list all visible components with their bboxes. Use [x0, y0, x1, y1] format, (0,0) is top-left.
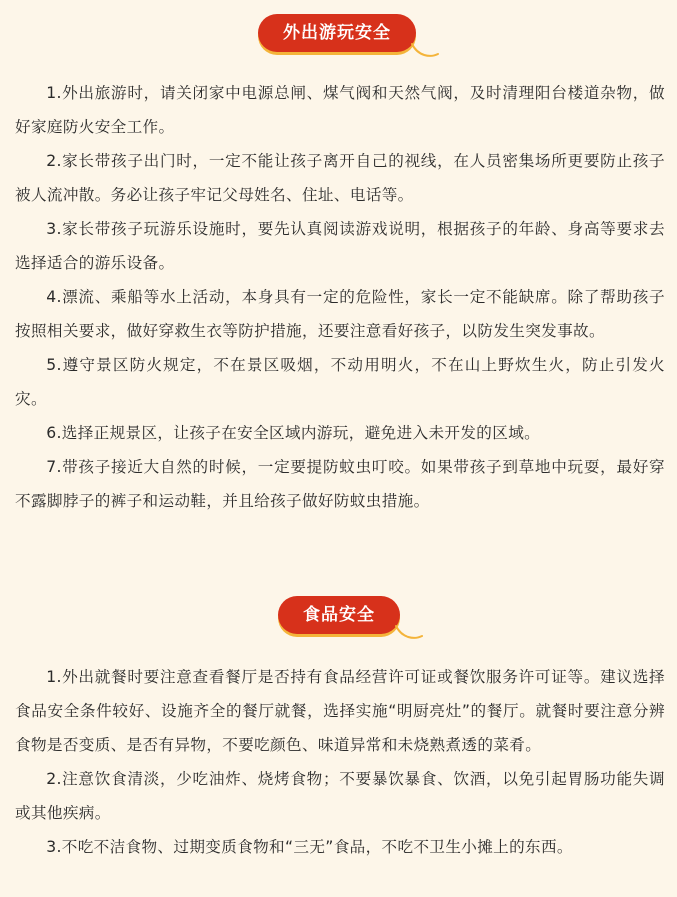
paragraph: 4.漂流、乘船等水上活动，本身具有一定的危险性，家长一定不能缺席。除了帮助孩子按照相关要求，做好穿救生衣等防护措施，还要注意看好孩子，以防发生突发事故。: [15, 288, 665, 340]
paragraph: 2.注意饮食清淡，少吃油炸、烧烤食物；不要暴饮暴食、饮酒，以免引起胃肠功能失调或其他疾病。: [15, 770, 665, 822]
paragraph: 3.家长带孩子玩游乐设施时，要先认真阅读游戏说明，根据孩子的年龄、身高等要求去选择适合的游乐设备。: [15, 220, 665, 272]
swoosh-decoration-icon: [394, 624, 424, 642]
section-header: [0, 588, 677, 642]
section-title-pill: 食品安全: [278, 596, 400, 634]
section-header: [0, 6, 677, 60]
paragraph: 1.外出旅游时，请关闭家中电源总闸、煤气阀和天然气阀，及时清理阳台楼道杂物，做好家庭防火安全工作。: [15, 84, 665, 136]
paragraph: 5.遵守景区防火规定，不在景区吸烟，不动用明火，不在山上野炊生火，防止引发火灾。: [15, 356, 665, 408]
section-body: [15, 76, 665, 518]
section-food-safety: [0, 588, 677, 856]
section-title-pill: 外出游玩安全: [258, 14, 416, 52]
paragraph: 2.家长带孩子出门时，一定不能让孩子离开自己的视线，在人员密集场所更要防止孩子被人流冲散。务必让孩子牢记父母姓名、住址、电话等。: [15, 152, 665, 204]
paragraph: 1.外出就餐时要注意查看餐厅是否持有食品经营许可证或餐饮服务许可证等。建议选择食品安全条件较好、设施齐全的餐厅就餐，选择实施“明厨亮灶”的餐厅。就餐时要注意分辨食物是否变质、是否有异物，不要吃颜色、味道异常和未烧熟煮透的菜肴。: [15, 668, 665, 754]
paragraph: 7.带孩子接近大自然的时候，一定要提防蚊虫叮咬。如果带孩子到草地中玩耍，最好穿不露脚脖子的裤子和运动鞋，并且给孩子做好防蚊虫措施。: [15, 458, 665, 510]
paragraph: 3.不吃不洁食物、过期变质食物和“三无”食品，不吃不卫生小摊上的东西。: [46, 838, 573, 856]
section-body: [15, 660, 665, 864]
section-outing-safety: [0, 6, 677, 510]
paragraph: 6.选择正规景区，让孩子在安全区域内游玩，避免进入未开发的区域。: [46, 424, 541, 442]
swoosh-decoration-icon: [410, 42, 440, 60]
